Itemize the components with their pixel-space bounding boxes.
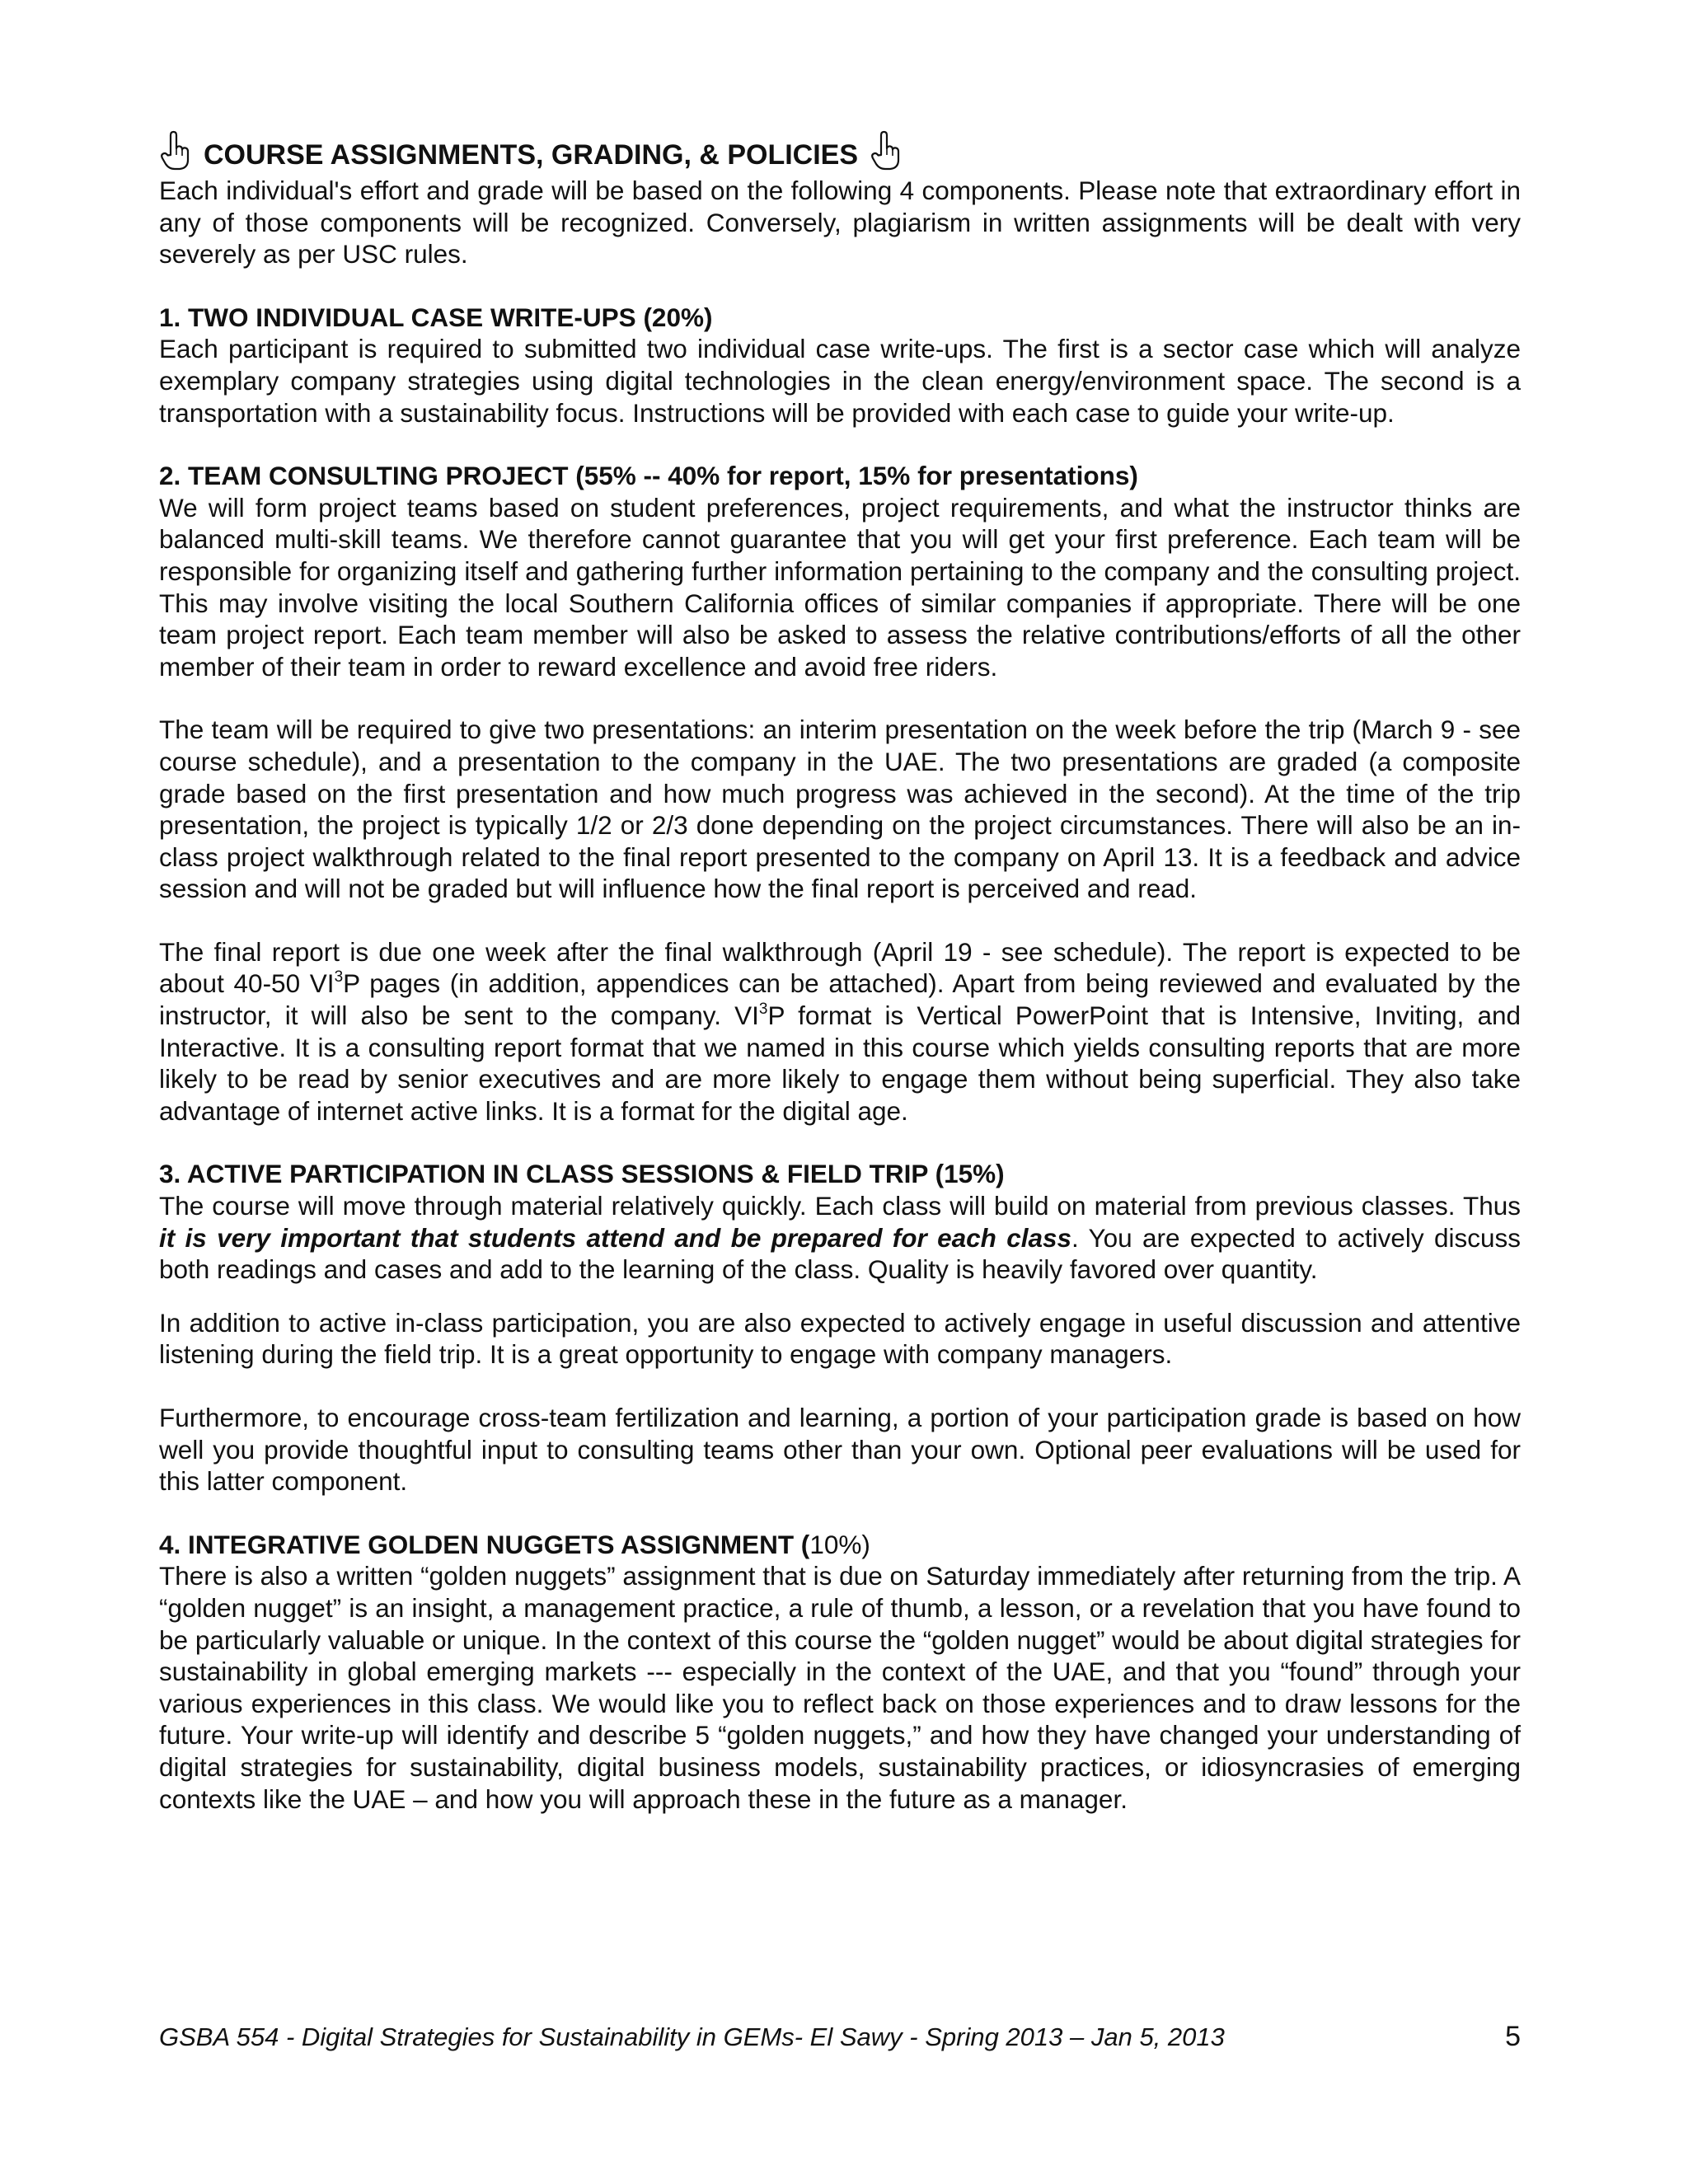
team-project-paragraph-1: We will form project teams based on student preferences, project requirements, and what the instructor thinks are balanced multi-skill teams. We therefore cannot guarantee that you will get your first preference. Each team will be responsible for organizing itself and gathering further information pertaining to the company and the consulting project. This may involve visiting the local Southern California offices of similar companies if appropriate. There will be one team project report. Each team member will also be asked to assess the relative contributions/efforts of all the other member of their team in order to reward excellence and avoid free riders. — [159, 492, 1521, 682]
section-heading-case-writeups: 1. TWO INDIVIDUAL CASE WRITE-UPS (20%) — [159, 302, 713, 332]
section-title-row — [159, 130, 1521, 171]
superscript: 3 — [758, 1000, 768, 1018]
text-run: P format is Vertical PowerPoint that is Intensive, Inviting, and Interactive. It is a consulting report format that we named in this course which yields consulting reports that are more likely to be read by senior executives and are more likely to engage them without being superficial. They also take advantage of internet active links. It is a format for the digital age. — [159, 1001, 1521, 1126]
text-run: The course will move through material relatively quickly. Each class will build on material from previous classes. Thus — [159, 1191, 1521, 1221]
heading-tail: 10%) — [809, 1529, 870, 1559]
pointing-hand-icon — [870, 130, 903, 171]
footer-course-info: GSBA 554 - Digital Strategies for Sustainability in GEMs- El Sawy - Spring 2013 – Jan 5, 2013 — [159, 2022, 1225, 2051]
pointing-hand-icon — [159, 130, 192, 171]
participation-paragraph-1 — [159, 1190, 1521, 1286]
participation-paragraph-3: Furthermore, to encourage cross-team fertilization and learning, a portion of your participation grade is based on how well you provide thoughtful input to consulting teams other than your own. Optional peer evaluations will be used for this latter component. — [159, 1403, 1521, 1497]
team-project-paragraph-2: The team will be required to give two presentations: an interim presentation on the week before the trip (March 9 - see course schedule), and a presentation to the company in the UAE. The two presentations are graded (a composite grade based on the first presentation and how much progress was achieved in the second). At the time of the trip presentation, the project is typically 1/2 or 2/3 done depending on the project circumstances. There will also be an in-class project walkthrough related to the final report presented to the company on April 13. It is a feedback and advice session and will not be graded but will influence how the final report is perceived and read. — [159, 715, 1521, 904]
text-run: P pages (in addition, appendices can be attached). Apart from being reviewed and evaluated by the instructor, it will also be sent to the company. VI — [159, 968, 1521, 1031]
case-writeups-paragraph: Each participant is required to submitted two individual case write-ups. The first is a sector case which will analyze exemplary company strategies using digital technologies in the clean energy/environment space. The second is a transportation with a sustainability focus. Instructions will be provided with each case to guide your write-up. — [159, 334, 1521, 428]
participation-paragraph-2: In addition to active in-class participation, you are also expected to actively engage in useful discussion and attentive listening during the field trip. It is a great opportunity to engage with company managers. — [159, 1307, 1521, 1370]
section-heading-participation: 3. ACTIVE PARTICIPATION IN CLASS SESSIONS & FIELD TRIP (15%) — [159, 1159, 1005, 1189]
intro-paragraph: Each individual's effort and grade will be based on the following 4 components. Please note that extraordinary effort in any of those components will be recognized. Conversely, plagiarism in written assignments will be dealt with very severely as per USC rules. — [159, 176, 1521, 269]
golden-nuggets-paragraph: There is also a written “golden nuggets” assignment that is due on Saturday immediately after returning from the trip. A “golden nugget” is an insight, a management practice, a rule of thumb, a lesson, or a revelation that you have found to be particularly valuable or unique. In the context of this course the “golden nugget” would be about digital strategies for sustainability in global emerging markets --- especially in the context of the UAE, and that you “found” through your various experiences in this class. We would like you to reflect back on those experiences and to draw lessons for the future. Your write-up will identify and describe 5 “golden nuggets,” and how they have changed your understanding of digital strategies for sustainability, digital business models, sustainability practices, or idiosyncrasies of emerging contexts like the UAE – and how you will approach these in the future as a manager. — [159, 1561, 1521, 1814]
emphasis-text: it is very important that students attend and be prepared for each class — [159, 1222, 1072, 1253]
section-heading-team-project: 2. TEAM CONSULTING PROJECT (55% -- 40% for report, 15% for presentations) — [159, 461, 1138, 491]
page-number: 5 — [1505, 2021, 1521, 2052]
document-page — [159, 130, 1521, 1815]
team-project-paragraph-3 — [159, 936, 1521, 1127]
page-title: COURSE ASSIGNMENTS, GRADING, & POLICIES — [204, 139, 859, 171]
superscript: 3 — [334, 968, 344, 986]
text-run: The final report is due one week after the final walkthrough (April 19 - see schedule). The report is expected to be about 40-50 VI — [159, 936, 1521, 999]
page-footer — [159, 2021, 1521, 2053]
section-heading-golden-nuggets — [159, 1529, 1521, 1561]
text-run: . You are expected to actively discuss both readings and cases and add to the learning of the class. Quality is heavily favored over quantity. — [159, 1222, 1521, 1285]
heading-text: 4. INTEGRATIVE GOLDEN NUGGETS ASSIGNMENT ( — [159, 1529, 810, 1559]
